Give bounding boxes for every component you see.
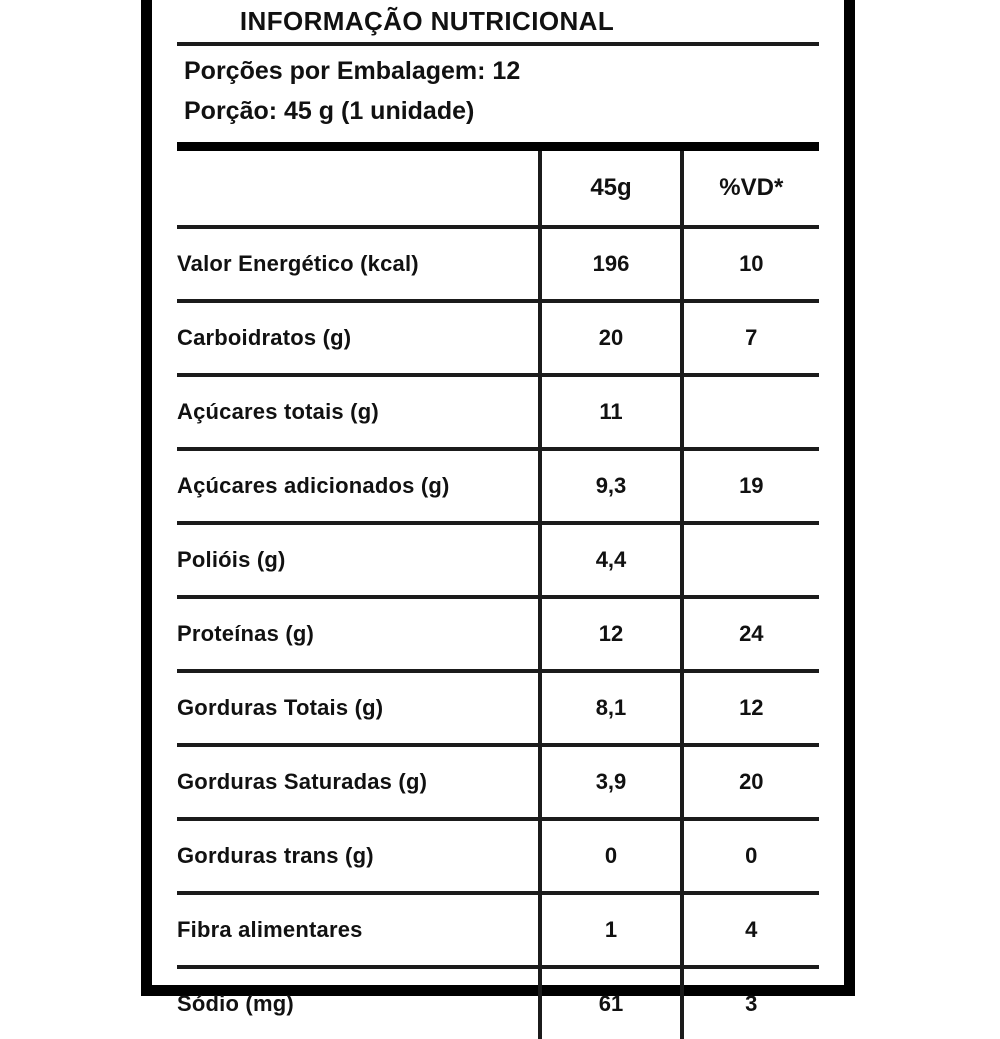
- nutrient-name: Gorduras trans (g): [177, 819, 540, 893]
- nutrient-amount: 11: [540, 375, 681, 449]
- table-row: [177, 597, 819, 671]
- nutrient-amount: 61: [540, 967, 681, 1039]
- nutrition-table-body: [177, 227, 819, 1039]
- header-heavy-divider: [177, 142, 819, 151]
- nutrient-name: Açúcares totais (g): [177, 375, 540, 449]
- nutrition-facts-panel: [141, 0, 855, 1016]
- table-header-row: [177, 151, 819, 227]
- page-title: INFORMAÇÃO NUTRICIONAL: [239, 6, 615, 36]
- table-row: [177, 523, 819, 597]
- nutrient-name: Sódio (mg): [177, 991, 294, 1016]
- servings-per-package: Porções por Embalagem: 12: [184, 57, 521, 85]
- column-header-nutrient: [177, 151, 540, 227]
- serving-information: [163, 46, 833, 136]
- nutrient-amount: 8,1: [540, 671, 681, 745]
- table-row: [177, 375, 819, 449]
- nutrient-daily-value: 24: [682, 597, 819, 671]
- nutrient-amount: 196: [540, 227, 681, 301]
- nutrition-table-head: [177, 151, 819, 227]
- nutrient-amount: 20: [540, 301, 681, 375]
- table-row: [177, 227, 819, 301]
- nutrient-daily-value: [682, 375, 819, 449]
- nutrient-name: Proteínas (g): [177, 597, 540, 671]
- nutrient-daily-value: 10: [682, 227, 819, 301]
- nutrient-daily-value: 20: [682, 745, 819, 819]
- nutrition-facts-panel-inner: [163, 0, 833, 1016]
- table-row: [177, 819, 819, 893]
- nutrient-amount: 9,3: [540, 449, 681, 523]
- nutrient-name: Fibra alimentares: [177, 893, 540, 967]
- nutrient-daily-value: 7: [682, 301, 819, 375]
- table-row: [177, 745, 819, 819]
- nutrient-daily-value: 12: [682, 671, 819, 745]
- table-row: [177, 449, 819, 523]
- nutrient-daily-value: 4: [682, 893, 819, 967]
- nutrient-amount: 1: [540, 893, 681, 967]
- table-row: [177, 301, 819, 375]
- nutrient-amount: 12: [540, 597, 681, 671]
- nutrition-table: [177, 151, 819, 1039]
- nutrient-amount: 4,4: [540, 523, 681, 597]
- nutrient-name: Valor Energético (kcal): [177, 227, 540, 301]
- column-header-amount: 45g: [540, 151, 681, 227]
- nutrient-name: Gorduras Totais (g): [177, 671, 540, 745]
- table-row: [177, 967, 819, 1039]
- nutrient-daily-value: 3: [682, 967, 819, 1039]
- table-row: [177, 893, 819, 967]
- column-header-daily-value: %VD*: [682, 151, 819, 227]
- nutrient-name: Carboidratos (g): [177, 301, 540, 375]
- nutrient-amount: 0: [540, 819, 681, 893]
- serving-size: Porção: 45 g (1 unidade): [184, 97, 475, 125]
- nutrient-daily-value: 0: [682, 819, 819, 893]
- nutrient-daily-value: 19: [682, 449, 819, 523]
- nutrient-name: Açúcares adicionados (g): [177, 449, 540, 523]
- nutrient-name: Polióis (g): [177, 523, 540, 597]
- nutrient-daily-value: [682, 523, 819, 597]
- nutrient-amount: 3,9: [540, 745, 681, 819]
- table-row: [177, 671, 819, 745]
- nutrient-name: Gorduras Saturadas (g): [177, 745, 540, 819]
